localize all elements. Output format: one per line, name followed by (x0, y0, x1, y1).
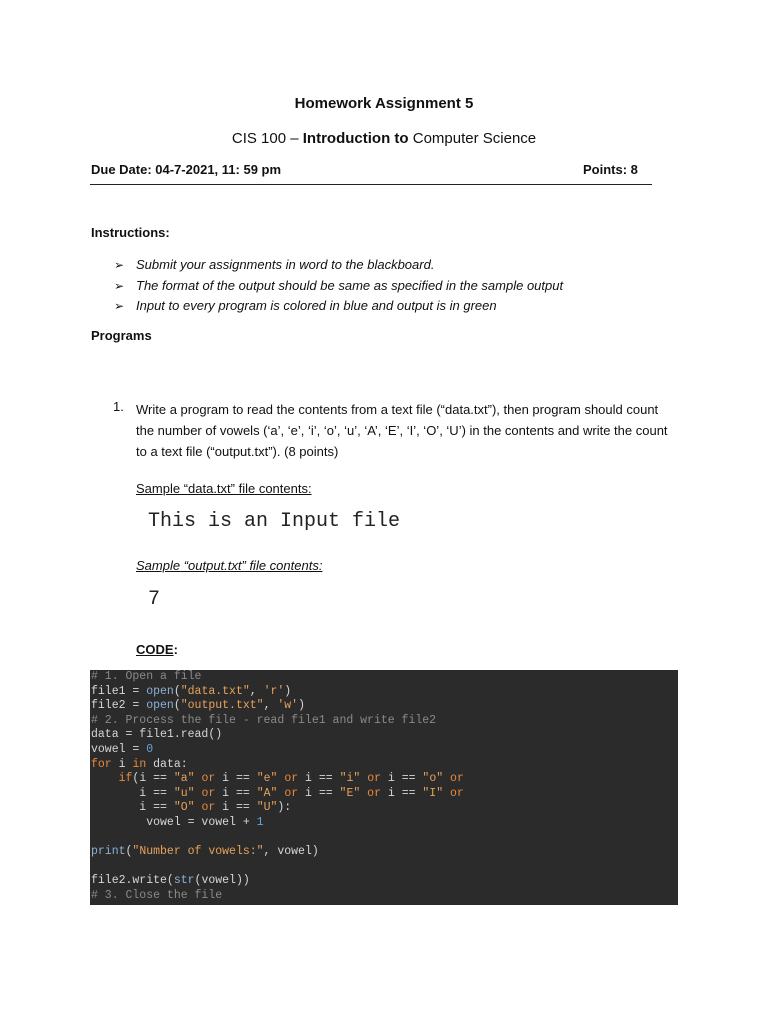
course-name-3: Science (482, 130, 537, 147)
course-name: Introduction to (302, 130, 409, 147)
course-subtitle (0, 130, 768, 147)
due-date: Due Date: 04-7-2021, 11: 59 pm (91, 162, 282, 177)
code-label-colon: : (173, 642, 178, 657)
code-line: vowel = vowel + 1 (91, 815, 264, 829)
sample-output-label: Sample “output.txt” file contents: (136, 558, 323, 573)
arrow-bullet-icon: ➢ (114, 299, 125, 313)
code-line (90, 860, 678, 875)
code-line: print("Number of vowels:", vowel) (91, 845, 319, 859)
instruction-item (114, 276, 563, 297)
code-line: if(i == "a" or i == "e" or i == "i" or i == "o" or (118, 772, 464, 786)
question-text: Write a program to read the contents from a text file (“data.txt”), then program should count the number of vowels (‘a’, ‘e’, ‘i’, ‘o’, ‘u’, ‘A’, ‘E’, ‘I’, ‘O’, ‘U’) in the contents and write the count to a text file (“output.txt”). (8 points) (136, 402, 668, 459)
code-line: file1 = open("data.txt", 'r') (91, 684, 292, 698)
instruction-item (114, 296, 563, 317)
sample-output-content: 7 (148, 588, 161, 611)
instruction-text: The format of the output should be same as specified in the sample output (136, 277, 564, 293)
header-divider (90, 184, 652, 185)
code-line: file2.write(str(vowel)) (91, 874, 250, 888)
code-line (90, 831, 678, 846)
code-line: # 1. Open a file (91, 670, 202, 683)
code-line: # 2. Process the file - read file1 and write file2 (91, 713, 437, 727)
sample-input-label: Sample “data.txt” file contents: (136, 481, 312, 496)
sample-input-content: This is an Input file (148, 510, 401, 533)
programs-heading: Programs (91, 328, 152, 343)
code-line: data = file1.read() (91, 728, 223, 742)
code-line: for i in data: (91, 757, 188, 771)
code-block (90, 670, 678, 905)
instruction-item (114, 255, 563, 276)
question-number: 1. (113, 399, 124, 414)
code-label (136, 642, 178, 657)
points: Points: 8 (583, 162, 638, 177)
code-line: i == "u" or i == "A" or i == "E" or i == "I" or (91, 786, 464, 800)
course-code: CIS 100 – (231, 130, 299, 147)
arrow-bullet-icon: ➢ (114, 258, 125, 272)
arrow-bullet-icon: ➢ (114, 278, 125, 293)
code-line: i == "O" or i == "U"): (91, 801, 292, 815)
instructions-heading: Instructions: (91, 225, 170, 240)
assignment-title: Homework Assignment 5 (294, 95, 474, 112)
code-label-text: CODE (136, 642, 174, 657)
instructions-list (114, 255, 563, 317)
code-line: # 3. Close the file (91, 888, 223, 902)
instruction-text: Input to every program is colored in blue and output is in green (136, 298, 497, 313)
course-name-2: Computer (412, 130, 479, 147)
instruction-text: Submit your assignments in word to the blackboard. (136, 257, 435, 272)
code-line: vowel = 0 (91, 742, 154, 756)
code-line: file2 = open("output.txt", 'w') (91, 699, 305, 713)
